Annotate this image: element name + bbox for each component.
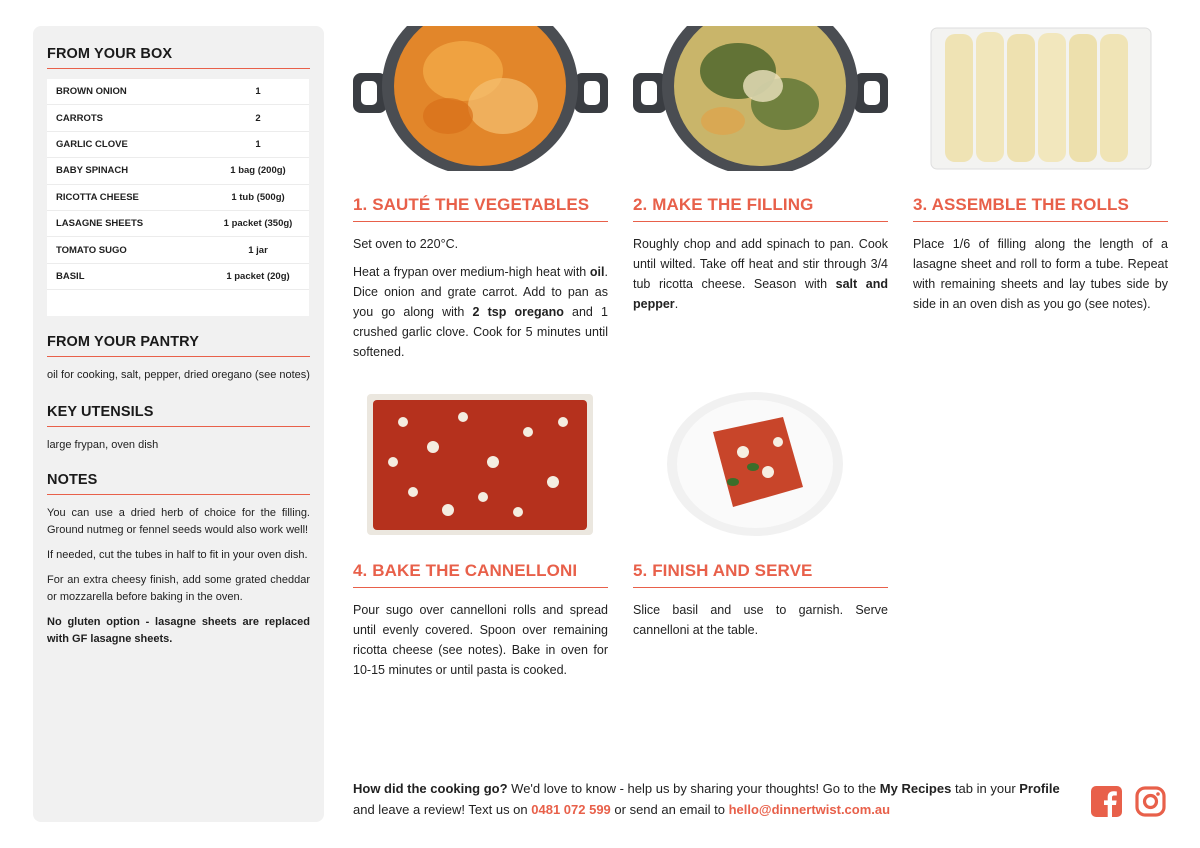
- ingredient-row: [47, 237, 309, 263]
- ingredient-name: CARROTS: [56, 112, 103, 124]
- table-spacer: [47, 290, 309, 316]
- footer-question: How did the cooking go?: [353, 781, 508, 796]
- frypan-carrot-image: [353, 26, 608, 171]
- step-3-photo: [913, 26, 1168, 171]
- step-1: [353, 26, 608, 370]
- ingredient-row: [47, 132, 309, 158]
- ingredient-name: BROWN ONION: [56, 86, 127, 98]
- ingredient-qty: 1 packet (350g): [223, 218, 293, 230]
- step-4-title: 4. BAKE THE CANNELLONI: [353, 561, 608, 588]
- ingredient-name: TOMATO SUGO: [56, 244, 127, 256]
- frypan-spinach-image: [633, 26, 888, 171]
- step-1-text-2: Heat a frypan over medium-high heat with oil. Dice onion and grate carrot. Add to pan as you go along with 2 tsp oregano and 1 crushed garlic clove. Cook for 5 minutes until softened.: [353, 265, 608, 359]
- step-1-text-1: Set oven to 220°C.: [353, 237, 459, 251]
- ingredient-qty: 1 bag (200g): [230, 165, 286, 177]
- ingredient-row: [47, 211, 309, 237]
- note-item: If needed, cut the tubes in half to fit in your oven dish.: [47, 549, 308, 562]
- my-recipes-link[interactable]: My Recipes: [879, 781, 952, 796]
- step-4: [353, 392, 608, 688]
- pantry-section: [47, 334, 310, 384]
- notes-section: [47, 472, 310, 648]
- ingredient-name: GARLIC CLOVE: [56, 138, 128, 150]
- pantry-title: FROM YOUR PANTRY: [47, 334, 310, 357]
- notes-title: NOTES: [47, 472, 310, 495]
- ingredients-sidebar: [33, 26, 324, 822]
- step-1-photo: [353, 26, 608, 171]
- ingredient-row: [47, 105, 309, 131]
- facebook-icon[interactable]: [1091, 786, 1122, 817]
- instagram-icon[interactable]: [1135, 786, 1166, 817]
- step-2-text: Roughly chop and add spinach to pan. Cook until wilted. Take off heat and stir through 3/4 tub ricotta cheese. Season with salt and pepper.: [633, 237, 888, 311]
- step-3: [913, 26, 1168, 322]
- ingredient-qty: 1: [255, 138, 261, 150]
- utensils-text: large frypan, oven dish: [47, 439, 159, 452]
- ingredient-row: [47, 79, 309, 105]
- ingredient-qty: 1 tub (500g): [231, 191, 285, 203]
- step-2-body: [633, 234, 888, 314]
- step-4-text: Pour sugo over cannelloni rolls and spread until evenly covered. Spoon over remaining ricotta cheese (see notes). Bake in oven for 10-15 minutes or until pasta is cooked.: [353, 603, 608, 677]
- step-4-body: [353, 600, 608, 680]
- ingredient-name: LASAGNE SHEETS: [56, 218, 144, 230]
- ingredient-name: BABY SPINACH: [56, 165, 129, 177]
- step-2: [633, 26, 888, 322]
- note-item: You can use a dried herb of choice for the filling. Ground nutmeg or fennel seeds would also work well!: [47, 507, 310, 537]
- box-ingredients-table: [47, 79, 309, 316]
- ingredient-name: RICOTTA CHEESE: [56, 191, 139, 203]
- step-3-title: 3. ASSEMBLE THE ROLLS: [913, 195, 1168, 222]
- baked-cannelloni-image: [353, 392, 608, 537]
- step-5-text: Slice basil and use to garnish. Serve cannelloni at the table.: [633, 603, 888, 637]
- note-item: No gluten option - lasagne sheets are replaced with GF lasagne sheets.: [47, 616, 310, 646]
- step-5-photo: [633, 392, 888, 537]
- step-2-photo: [633, 26, 888, 171]
- ingredient-name: BASIL: [56, 270, 85, 282]
- email-link[interactable]: hello@dinnertwist.com.au: [728, 802, 891, 817]
- phone-link[interactable]: 0481 072 599: [531, 802, 611, 817]
- step-5: [633, 392, 888, 648]
- plated-cannelloni-image: [633, 392, 888, 537]
- pantry-text: oil for cooking, salt, pepper, dried oregano (see notes): [47, 369, 310, 382]
- note-item: For an extra cheesy finish, add some grated cheddar or mozzarella before baking in the oven.: [47, 574, 310, 604]
- ingredient-row: [47, 264, 309, 290]
- utensils-section: [47, 404, 310, 454]
- step-2-title: 2. MAKE THE FILLING: [633, 195, 888, 222]
- ingredient-qty: 1: [255, 86, 261, 98]
- social-links: [1091, 786, 1166, 817]
- profile-link[interactable]: Profile: [1019, 781, 1060, 796]
- ingredient-qty: 1 jar: [248, 244, 268, 256]
- ingredient-qty: 1 packet (20g): [226, 270, 290, 282]
- utensils-title: KEY UTENSILS: [47, 404, 310, 427]
- review-footer: How did the cooking go? We'd love to know - help us by sharing your thoughts! Go to the My Recipes tab in your Profile and leave a review! Text us on 0481 072 599 or send an email to hello@dinnertwist.com.au: [353, 781, 1060, 817]
- step-4-photo: [353, 392, 608, 537]
- step-3-text: Place 1/6 of filling along the length of a lasagne sheet and roll to form a tube. Repeat with remaining sheets and lay tubes side by side in an oven dish as you go (see notes).: [913, 237, 1168, 311]
- step-1-body: [353, 234, 608, 362]
- ingredient-row: [47, 158, 309, 184]
- ingredient-qty: 2: [255, 112, 261, 124]
- step-1-title: 1. SAUTÉ THE VEGETABLES: [353, 195, 608, 222]
- from-your-box-title: FROM YOUR BOX: [47, 46, 310, 69]
- ingredient-row: [47, 185, 309, 211]
- step-3-body: [913, 234, 1168, 314]
- step-5-body: [633, 600, 888, 640]
- step-5-title: 5. FINISH AND SERVE: [633, 561, 888, 588]
- lasagne-rolls-image: [913, 26, 1168, 171]
